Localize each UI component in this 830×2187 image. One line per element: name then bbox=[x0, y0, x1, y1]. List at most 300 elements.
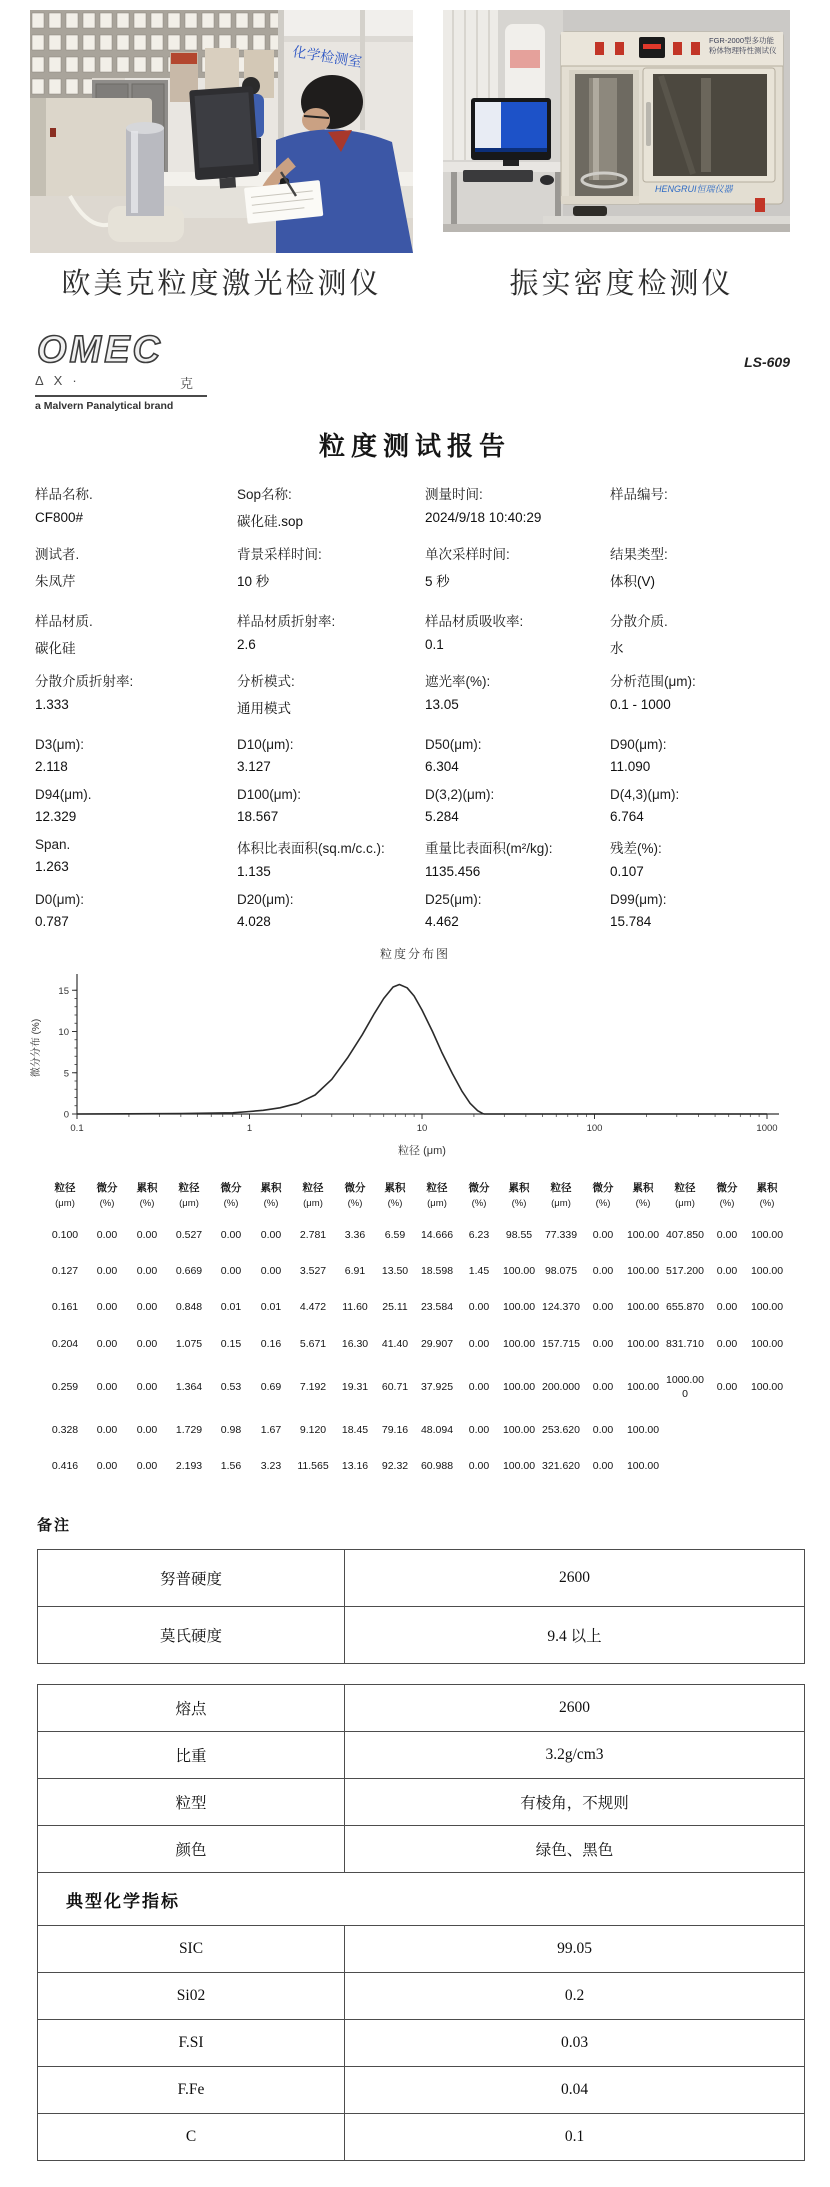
table-cell: 100.00 bbox=[502, 1460, 536, 1473]
info-field-label: D(4,3)(μm): bbox=[610, 787, 680, 802]
table-cell: 11.565 bbox=[297, 1460, 329, 1473]
table-cell: 0.00 bbox=[96, 1301, 118, 1314]
table-cell: 100.00 bbox=[750, 1265, 784, 1278]
table-cell: 0.00 bbox=[96, 1424, 118, 1437]
table-cell: 0.00 bbox=[468, 1337, 490, 1350]
info-field-label: 测试者. bbox=[35, 547, 80, 562]
table-cell: 25.11 bbox=[382, 1301, 408, 1314]
properties-table bbox=[37, 1684, 805, 2161]
info-field-value: 18.567 bbox=[237, 809, 279, 824]
table-cell: 1.56 bbox=[220, 1460, 242, 1473]
report-title: 粒度测试报告 bbox=[318, 431, 511, 461]
table-cell: 0.16 bbox=[260, 1337, 282, 1350]
info-field-label: 重量比表面积(m²/kg): bbox=[425, 841, 553, 856]
property-name: 比重 bbox=[38, 1732, 345, 1779]
info-field bbox=[610, 737, 820, 774]
table-cell: 2.781 bbox=[299, 1229, 327, 1241]
property-value: 9.4 以上 bbox=[345, 1607, 805, 1664]
table-cell: 100.00 bbox=[626, 1301, 660, 1314]
info-field-value: 13.05 bbox=[425, 697, 459, 712]
info-row bbox=[35, 543, 820, 590]
info-field bbox=[425, 543, 610, 590]
tap-density-machine bbox=[561, 32, 783, 216]
svg-text:5: 5 bbox=[63, 1068, 69, 1080]
property-value: 99.05 bbox=[345, 1926, 805, 1973]
table-cell: 3.23 bbox=[260, 1460, 282, 1473]
captions-row bbox=[0, 253, 830, 302]
table-cell: 1.67 bbox=[260, 1424, 282, 1437]
table-cell: 14.666 bbox=[420, 1229, 454, 1241]
header-row bbox=[43, 1178, 787, 1217]
table-cell: 0.00 bbox=[96, 1337, 118, 1350]
table-cell: 18.45 bbox=[341, 1424, 369, 1437]
table-cell: 0.53 bbox=[220, 1380, 242, 1393]
info-field-label: D0(μm): bbox=[35, 892, 85, 907]
table-row bbox=[43, 1448, 787, 1484]
svg-text:10: 10 bbox=[58, 1027, 69, 1038]
info-field bbox=[425, 610, 610, 657]
table-row bbox=[43, 1412, 787, 1448]
table-cell: 29.907 bbox=[420, 1337, 454, 1350]
info-row bbox=[35, 610, 820, 657]
distribution-table bbox=[43, 1178, 787, 1484]
info-field-value: 2.6 bbox=[237, 637, 256, 652]
table-cell: 407.850 bbox=[666, 1229, 704, 1241]
info-field-label: 分散介质折射率: bbox=[35, 674, 134, 689]
table-cell: 0.00 bbox=[592, 1460, 614, 1473]
info-row bbox=[35, 892, 820, 929]
table-cell: 0.01 bbox=[260, 1301, 282, 1314]
caption-tap-density: 振实密度检测仪 bbox=[509, 268, 734, 300]
column-header: 累积 (%) bbox=[632, 1182, 654, 1209]
column-header: 粒径 (μm) bbox=[674, 1182, 696, 1209]
svg-text:100: 100 bbox=[586, 1123, 603, 1134]
table-cell: 0.00 bbox=[592, 1265, 614, 1278]
table-cell: 0.00 bbox=[136, 1265, 158, 1278]
property-name: 颜色 bbox=[38, 1826, 345, 1873]
table-cell: 100.00 bbox=[750, 1380, 784, 1393]
table-cell: 7.192 bbox=[299, 1380, 327, 1393]
info-field bbox=[35, 837, 237, 879]
info-field bbox=[425, 483, 610, 530]
column-header: 粒径 (μm) bbox=[54, 1182, 76, 1209]
table-cell: 0.00 bbox=[592, 1229, 614, 1241]
info-field-label: D90(μm): bbox=[610, 737, 667, 752]
table-cell: 0.00 bbox=[716, 1301, 738, 1314]
info-grid bbox=[0, 483, 830, 929]
table-cell: 0.00 bbox=[136, 1229, 158, 1241]
info-field-value: 0.1 - 1000 bbox=[610, 697, 671, 712]
info-field-label: 测量时间: bbox=[425, 487, 483, 502]
info-field-label: D(3,2)(μm): bbox=[425, 787, 495, 802]
tester-photo-illustration bbox=[443, 10, 790, 232]
table-cell: 0.00 bbox=[592, 1380, 614, 1393]
logo-text: OMEC bbox=[37, 329, 163, 371]
info-field bbox=[425, 837, 610, 879]
svg-text:10: 10 bbox=[416, 1123, 428, 1134]
info-row bbox=[35, 837, 820, 879]
info-field bbox=[35, 543, 237, 590]
property-name: Si02 bbox=[38, 1973, 345, 2020]
info-field bbox=[237, 737, 425, 774]
table-cell bbox=[747, 1448, 787, 1484]
info-field-label: 分析范围(μm): bbox=[610, 674, 696, 689]
table-cell: 37.925 bbox=[420, 1380, 454, 1393]
column-header: 微分 (%) bbox=[716, 1182, 738, 1209]
table-cell: 1.075 bbox=[175, 1337, 203, 1350]
info-field-value: 15.784 bbox=[610, 914, 652, 929]
table-cell: 100.00 bbox=[626, 1424, 660, 1437]
info-field-value: 1.263 bbox=[35, 859, 69, 874]
info-field bbox=[610, 837, 820, 879]
column-header: 累积 (%) bbox=[384, 1182, 406, 1209]
info-field bbox=[237, 892, 425, 929]
table-cell: 1000.000 bbox=[666, 1373, 704, 1400]
property-name: 努普硬度 bbox=[38, 1550, 345, 1607]
table-cell: 0.69 bbox=[260, 1380, 282, 1393]
table-cell: 1.364 bbox=[175, 1380, 203, 1393]
table-cell: 100.00 bbox=[626, 1337, 660, 1350]
table-cell: 41.40 bbox=[381, 1337, 409, 1350]
table-cell: 2.193 bbox=[175, 1460, 203, 1473]
info-field bbox=[610, 543, 820, 590]
table-cell bbox=[663, 1448, 707, 1484]
info-field-label: D10(μm): bbox=[237, 737, 294, 752]
table-cell: 517.200 bbox=[666, 1265, 704, 1278]
table-cell: 48.094 bbox=[420, 1424, 454, 1437]
table-cell: 92.32 bbox=[381, 1460, 409, 1473]
table-cell: 0.00 bbox=[716, 1265, 738, 1278]
table-cell: 0.00 bbox=[468, 1460, 490, 1473]
table-cell: 0.00 bbox=[592, 1424, 614, 1437]
info-field-label: D25(μm): bbox=[425, 892, 482, 907]
table-cell bbox=[707, 1448, 747, 1484]
table-cell: 100.00 bbox=[626, 1265, 660, 1278]
table-cell: 157.715 bbox=[542, 1337, 580, 1350]
table-row bbox=[38, 1607, 805, 1664]
info-field bbox=[35, 483, 237, 530]
table-cell: 3.36 bbox=[344, 1229, 366, 1241]
info-field bbox=[425, 670, 610, 717]
property-value: 0.1 bbox=[345, 2114, 805, 2161]
table-cell: 253.620 bbox=[542, 1424, 580, 1437]
column-header: 累积 (%) bbox=[756, 1182, 778, 1209]
table-row bbox=[43, 1326, 787, 1362]
info-field-value: 2024/9/18 10:40:29 bbox=[425, 510, 542, 525]
table-row bbox=[43, 1217, 787, 1253]
info-field-value: 体积(V) bbox=[610, 574, 655, 589]
info-field-value: 2.118 bbox=[35, 759, 68, 774]
omec-logo-wordmark bbox=[35, 328, 225, 372]
info-field-value: 碳化硅.sop bbox=[237, 514, 304, 529]
room-label: 化学检测室 bbox=[291, 43, 364, 70]
info-field bbox=[237, 483, 425, 530]
table-cell: 0.100 bbox=[51, 1229, 79, 1241]
info-field-value: 水 bbox=[610, 641, 624, 656]
column-header: 微分 (%) bbox=[468, 1182, 490, 1209]
table-cell: 0.527 bbox=[175, 1229, 203, 1241]
table-cell: 100.00 bbox=[626, 1380, 660, 1393]
omec-logo bbox=[35, 328, 795, 412]
column-header: 微分 (%) bbox=[592, 1182, 614, 1209]
report-header bbox=[0, 302, 830, 412]
svg-text:1: 1 bbox=[246, 1123, 253, 1134]
info-field bbox=[425, 892, 610, 929]
property-value: 0.03 bbox=[345, 2020, 805, 2067]
svg-text:15: 15 bbox=[58, 985, 69, 997]
table-cell: 0.00 bbox=[260, 1265, 282, 1278]
machine-brand-logo: HENGRUI恒瑞仪器 bbox=[655, 184, 733, 194]
table-cell bbox=[663, 1412, 707, 1448]
info-field-label: 残差(%): bbox=[610, 841, 662, 856]
table-row bbox=[38, 1926, 805, 1973]
table-cell: 13.16 bbox=[341, 1460, 369, 1473]
info-field bbox=[237, 543, 425, 590]
svg-text:粒径 (μm): 粒径 (μm) bbox=[398, 1145, 446, 1157]
table-cell: 0.00 bbox=[136, 1380, 158, 1393]
info-field-label: 遮光率(%): bbox=[425, 674, 491, 689]
caption-laser-analyzer: 欧美克粒度激光检测仪 bbox=[61, 268, 382, 300]
table-cell: 98.55 bbox=[505, 1229, 533, 1241]
svg-text:1000: 1000 bbox=[756, 1123, 778, 1134]
table-cell: 0.15 bbox=[220, 1337, 242, 1350]
logo-mid-left: ΔX· bbox=[35, 373, 87, 388]
info-field-label: 体积比表面积(sq.m/c.c.): bbox=[237, 841, 385, 856]
info-field bbox=[35, 610, 237, 657]
table-cell: 0.00 bbox=[468, 1424, 490, 1437]
table-cell: 0.00 bbox=[592, 1301, 614, 1314]
table-cell: 0.00 bbox=[96, 1380, 118, 1393]
column-header: 微分 (%) bbox=[344, 1182, 366, 1209]
table-cell: 831.710 bbox=[666, 1337, 704, 1350]
chart-title: 粒度分布图 bbox=[379, 947, 450, 961]
property-value: 2600 bbox=[345, 1685, 805, 1732]
lab-photo-illustration bbox=[30, 10, 413, 253]
table-row bbox=[38, 2067, 805, 2114]
property-value: 2600 bbox=[345, 1550, 805, 1607]
table-cell: 321.620 bbox=[542, 1460, 580, 1473]
table-cell: 9.120 bbox=[299, 1424, 327, 1437]
info-row bbox=[35, 737, 820, 774]
property-name: SIC bbox=[38, 1926, 345, 1973]
table-cell: 100.00 bbox=[502, 1265, 536, 1278]
logo-mid-right: 克 bbox=[179, 376, 203, 391]
info-field-label: 背景采样时间: bbox=[237, 547, 322, 562]
section-row bbox=[38, 1873, 805, 1926]
table-cell: 124.370 bbox=[542, 1301, 580, 1314]
logo-tagline: a Malvern Panalytical brand bbox=[35, 395, 207, 412]
property-name: 粒型 bbox=[38, 1779, 345, 1826]
table-cell: 100.00 bbox=[626, 1229, 660, 1241]
distribution-chart bbox=[0, 945, 830, 1164]
table-cell: 100.00 bbox=[502, 1337, 536, 1350]
svg-text:微分分布 (%): 微分分布 (%) bbox=[31, 1018, 42, 1078]
info-field-value: 3.127 bbox=[237, 759, 271, 774]
table-cell: 11.60 bbox=[342, 1301, 368, 1314]
chem-section-header: 典型化学指标 bbox=[38, 1873, 805, 1926]
info-field-label: 样品名称. bbox=[35, 487, 93, 502]
hardness-table bbox=[37, 1549, 805, 1664]
table-cell: 0.848 bbox=[175, 1301, 203, 1314]
info-row bbox=[35, 787, 820, 824]
column-header: 微分 (%) bbox=[220, 1182, 242, 1209]
table-cell: 0.00 bbox=[136, 1337, 158, 1350]
info-field-value: CF800# bbox=[35, 510, 84, 525]
table-cell bbox=[707, 1412, 747, 1448]
info-field-label: 结果类型: bbox=[610, 547, 668, 562]
monitor bbox=[189, 86, 260, 190]
info-field-value: 11.090 bbox=[610, 759, 651, 774]
svg-text:0: 0 bbox=[63, 1109, 69, 1121]
info-field-label: D50(μm): bbox=[425, 737, 482, 752]
table-cell: 1.45 bbox=[468, 1265, 490, 1278]
info-field-label: D99(μm): bbox=[610, 892, 667, 907]
column-header: 累积 (%) bbox=[260, 1182, 282, 1209]
table-cell: 0.00 bbox=[96, 1229, 118, 1241]
info-field-value: 0.107 bbox=[610, 864, 644, 879]
info-row bbox=[35, 483, 820, 530]
property-value: 绿色、黑色 bbox=[345, 1826, 805, 1873]
property-name: 熔点 bbox=[38, 1685, 345, 1732]
table-cell: 0.204 bbox=[51, 1337, 79, 1350]
table-cell: 6.91 bbox=[344, 1265, 366, 1278]
info-field bbox=[425, 787, 610, 824]
table-cell: 0.161 bbox=[51, 1301, 79, 1314]
property-value: 有棱角，不规则 bbox=[345, 1779, 805, 1826]
table-cell: 3.527 bbox=[299, 1265, 327, 1278]
info-field-value: 1135.456 bbox=[425, 864, 481, 879]
table-row bbox=[38, 1732, 805, 1779]
info-field bbox=[35, 737, 237, 774]
table-cell: 77.339 bbox=[544, 1229, 578, 1241]
info-field-value: 5.284 bbox=[425, 809, 459, 824]
table-cell: 5.671 bbox=[299, 1337, 327, 1350]
column-header: 粒径 (μm) bbox=[426, 1182, 448, 1209]
info-field-value: 4.028 bbox=[237, 914, 271, 929]
property-value: 3.2g/cm3 bbox=[345, 1732, 805, 1779]
table-cell: 18.598 bbox=[420, 1265, 454, 1278]
info-field-value: 通用模式 bbox=[237, 701, 291, 716]
table-cell: 0.00 bbox=[592, 1337, 614, 1350]
machine-type-label: 粉体物理特性测试仪 bbox=[709, 46, 777, 55]
table-cell: 6.23 bbox=[468, 1229, 490, 1241]
info-field-value: 0.787 bbox=[35, 914, 69, 929]
table-cell: 100.00 bbox=[750, 1337, 784, 1350]
machine-model-label: FGR-2000型多功能 bbox=[709, 36, 775, 45]
info-field-label: 样品材质. bbox=[35, 614, 93, 629]
property-name: F.SI bbox=[38, 2020, 345, 2067]
table-cell: 60.71 bbox=[381, 1380, 409, 1393]
photo-tap-density-tester bbox=[443, 10, 790, 232]
table-cell: 0.00 bbox=[220, 1229, 242, 1241]
table-cell: 23.584 bbox=[420, 1301, 454, 1314]
info-field-label: 单次采样时间: bbox=[425, 547, 510, 562]
table-cell: 0.00 bbox=[96, 1265, 118, 1278]
table-cell: 0.00 bbox=[260, 1229, 282, 1241]
info-field bbox=[610, 670, 820, 717]
table-cell: 0.00 bbox=[136, 1460, 158, 1473]
table-row bbox=[43, 1289, 787, 1325]
info-field bbox=[237, 837, 425, 879]
table-cell: 13.50 bbox=[381, 1265, 409, 1278]
table-cell: 6.59 bbox=[384, 1229, 406, 1241]
property-name: 莫氏硬度 bbox=[38, 1607, 345, 1664]
table-cell: 200.000 bbox=[542, 1380, 580, 1393]
table-cell: 100.00 bbox=[502, 1301, 536, 1314]
info-field bbox=[237, 787, 425, 824]
photos-row bbox=[0, 0, 830, 253]
column-header: 粒径 (μm) bbox=[550, 1182, 572, 1209]
info-field-value: 10 秒 bbox=[237, 574, 270, 589]
instrument-model: LS-609 bbox=[744, 354, 790, 370]
property-name: C bbox=[38, 2114, 345, 2161]
table-cell: 655.870 bbox=[666, 1301, 704, 1314]
info-field-label: D94(μm). bbox=[35, 787, 92, 802]
info-field-label: 样品材质折射率: bbox=[237, 614, 336, 629]
info-field-value: 6.304 bbox=[425, 759, 459, 774]
table-row bbox=[38, 2020, 805, 2067]
table-cell: 0.669 bbox=[175, 1265, 203, 1278]
info-field bbox=[35, 787, 237, 824]
info-field-value: 1.333 bbox=[35, 697, 69, 712]
table-row bbox=[38, 2114, 805, 2161]
table-row bbox=[38, 1685, 805, 1732]
info-field bbox=[35, 892, 237, 929]
info-field-label: 分析模式: bbox=[237, 674, 295, 689]
table-cell: 100.00 bbox=[750, 1229, 784, 1241]
info-field-value: 12.329 bbox=[35, 809, 77, 824]
property-value: 0.04 bbox=[345, 2067, 805, 2114]
info-field-value bbox=[610, 510, 820, 525]
table-cell bbox=[747, 1412, 787, 1448]
table-cell: 0.00 bbox=[136, 1301, 158, 1314]
column-header: 累积 (%) bbox=[508, 1182, 530, 1209]
table-cell: 0.00 bbox=[220, 1265, 242, 1278]
table-row bbox=[38, 1973, 805, 2020]
table-cell: 0.416 bbox=[51, 1460, 79, 1473]
table-cell: 100.00 bbox=[750, 1301, 784, 1314]
info-field-label: D20(μm): bbox=[237, 892, 294, 907]
table-cell: 19.31 bbox=[341, 1380, 369, 1393]
info-field-label: 分散介质. bbox=[610, 614, 668, 629]
column-header: 累积 (%) bbox=[136, 1182, 158, 1209]
table-cell: 0.00 bbox=[136, 1424, 158, 1437]
table-cell: 4.472 bbox=[299, 1301, 327, 1314]
info-field-value: 5 秒 bbox=[425, 574, 450, 589]
table-cell: 0.328 bbox=[51, 1424, 79, 1437]
info-field-label: 样品材质吸收率: bbox=[425, 614, 524, 629]
table-row bbox=[43, 1362, 787, 1412]
info-field-label: 样品编号: bbox=[610, 487, 668, 502]
info-field-value: 4.462 bbox=[425, 914, 459, 929]
photo-laser-analyzer bbox=[30, 10, 413, 253]
svg-text:0.1: 0.1 bbox=[70, 1123, 84, 1134]
info-field bbox=[610, 610, 820, 657]
table-row bbox=[43, 1253, 787, 1289]
table-cell: 0.00 bbox=[468, 1380, 490, 1393]
column-header: 粒径 (μm) bbox=[302, 1182, 324, 1209]
table-cell: 0.98 bbox=[220, 1424, 242, 1437]
info-field bbox=[237, 670, 425, 717]
table-cell: 0.00 bbox=[468, 1301, 490, 1314]
table-cell: 0.127 bbox=[51, 1265, 79, 1278]
table-cell: 16.30 bbox=[341, 1337, 369, 1350]
info-field-value: 0.1 bbox=[425, 637, 444, 652]
info-field bbox=[610, 892, 820, 929]
table-cell: 79.16 bbox=[381, 1424, 409, 1437]
column-header: 粒径 (μm) bbox=[178, 1182, 200, 1209]
table-cell: 0.00 bbox=[716, 1229, 738, 1241]
